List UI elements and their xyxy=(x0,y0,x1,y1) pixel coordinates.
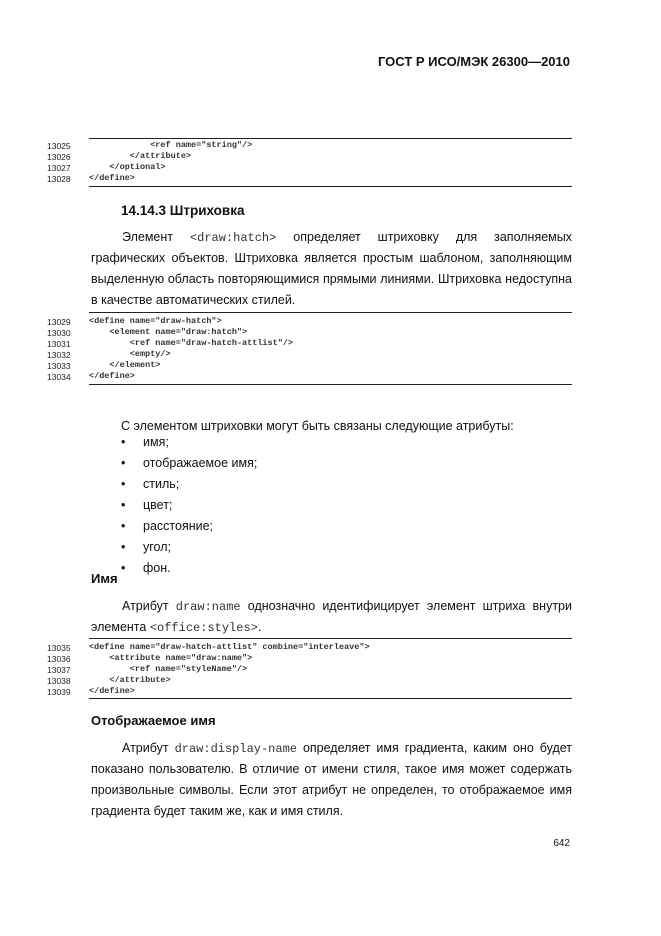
code-line: 13036 <attribute name="draw:name"> xyxy=(47,653,253,664)
code-listing-3 xyxy=(47,638,572,698)
code-line: 13037 <ref name="styleName"/> xyxy=(47,664,248,675)
code-listing-1 xyxy=(47,138,572,188)
code-line: 13035 <define name="draw-hatch-attlist" combine="interleave"> xyxy=(47,642,370,653)
code-line: 13039 </define> xyxy=(47,686,135,697)
code-line: 13032 <empty/> xyxy=(47,349,171,360)
code-line: 13025 <ref name="string"/> xyxy=(47,140,253,151)
name-paragraph: Атрибут draw:name однозначно идентифицирует элемент штриха внутри элемента <office:styles>. xyxy=(91,599,572,635)
attributes-intro: С элементом штриховки могут быть связаны следующие атрибуты: xyxy=(121,419,514,433)
intro-paragraph: Элемент <draw:hatch> определяет штриховку для заполняемых графических объектов. Штриховка является простым шаблоном, заполняющим выделенную область повторяющимися прямыми линиями. Штриховка недоступна в качестве автоматических стилей. xyxy=(91,230,572,307)
code-line: 13038 </attribute> xyxy=(47,675,171,686)
code-line: 13027 </optional> xyxy=(47,162,166,173)
code-line: 13026 </attribute> xyxy=(47,151,192,162)
code-line: 13031 <ref name="draw-hatch-attlist"/> xyxy=(47,338,294,349)
code-line: 13029 <define name="draw-hatch"> xyxy=(47,316,222,327)
name-heading: Имя xyxy=(91,571,118,586)
code-listing-2 xyxy=(47,312,572,384)
display-name-paragraph: Атрибут draw:display-name определяет имя градиента, каким оно будет показано пользователю. В отличие от имени стиля, такое имя может содержать произвольные символы. Если этот атрибут не определен, то отображаемое имя градиента будет таким же, как и имя стиля. xyxy=(91,741,573,818)
page-number: 642 xyxy=(553,838,570,849)
code-line: 13028 </define> xyxy=(47,173,135,184)
section-title: 14.14.3 Штриховка xyxy=(121,203,245,218)
code-line: 13033 </element> xyxy=(47,360,161,371)
code-line: 13034 </define> xyxy=(47,371,135,382)
page-header: ГОСТ Р ИСО/МЭК 26300—2010 xyxy=(377,54,570,69)
code-line: 13030 <element name="draw:hatch"> xyxy=(47,327,248,338)
display-name-heading: Отображаемое имя xyxy=(91,713,216,728)
